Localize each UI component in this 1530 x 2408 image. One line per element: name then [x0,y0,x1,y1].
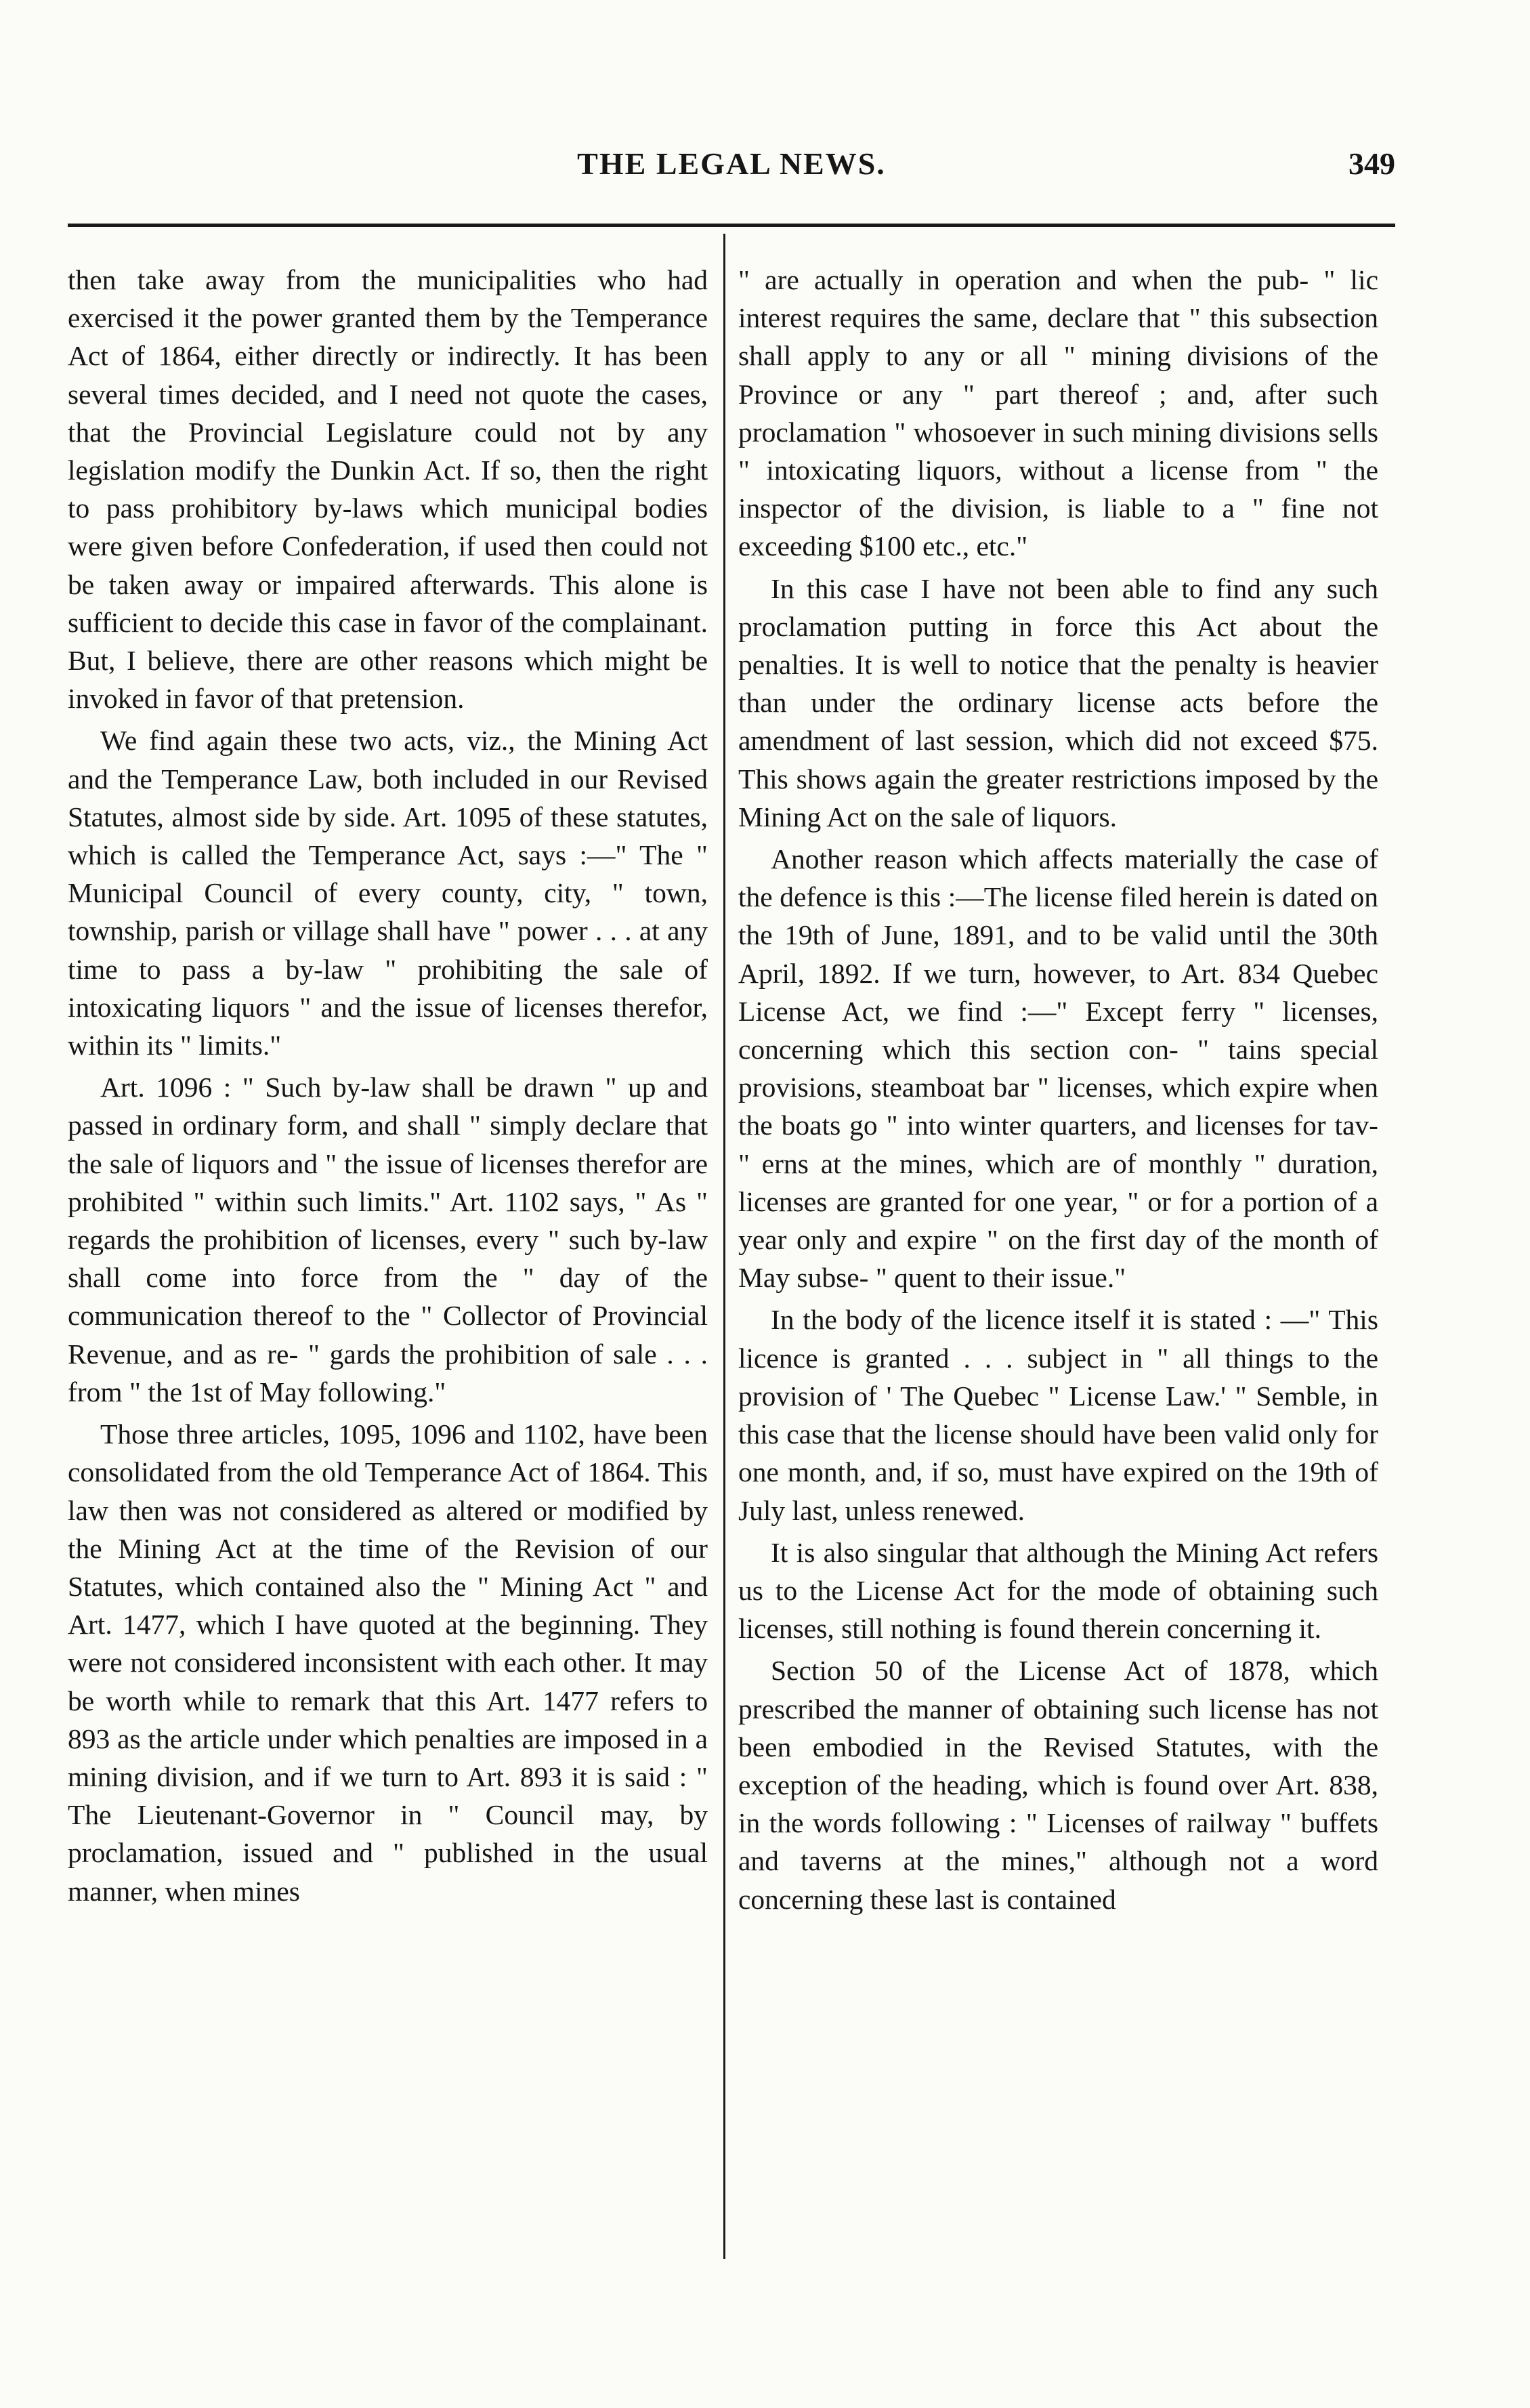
paragraph: Those three articles, 1095, 1096 and 1102, have been consolidated from the old Temperance Act of 1864. This law then was not considered as altered or modified by the Mining Act at the time of the Revision of our Statutes, which contained also the " Mining Act " and Art. 1477, which I have quoted at the beginning. They were not considered inconsistent with each other. It may be worth while to remark that this Art. 1477 refers to 893 as the article under which penalties are imposed in a mining division, and if we turn to Art. 893 it is said : " The Lieutenant-Governor in " Council may, by proclamation, issued and " published in the usual manner, when mines [68,1418,708,1907]
running-title: THE LEGAL NEWS. [577,146,886,181]
paragraph: then take away from the municipalities who had exercised it the power granted them by the Temperance Act of 1864, either directly or indirectly. It has been several times decided, and I need not quote the cases, that the Provincial Legislature could not by any legislation modify the Dunkin Act. If so, then the right to pass prohibitory by-laws which municipal bodies were given before Confederation, if used then could not be taken away or impaired afterwards. This alone is sufficient to decide this case in favor of the complainant. But, I believe, there are other reasons which might be invoked in favor of that pretension. [68,264,708,715]
paragraph: Art. 1096 : " Such by-law shall be drawn " up and passed in ordinary form, and shall " simply declare that the sale of liquors and " the issue of licenses therefor are prohibited " within such limits." Art. 1102 says, " As " regards the prohibition of licenses, every " such by-law shall come into force from the " day of the communication thereof to the " Collector of Provincial Revenue, and as re- " gards the prohibition of sale . . . from " the 1st of May following." [68,1072,708,1408]
paragraph: " are actually in operation and when the pub- " lic interest requires the same, declare that " this subsection shall apply to any or all " mining divisions of the Province or any " part thereof ; and, after such proclamation " whosoever in such mining divisions sells " intoxicating liquors, without a license from " the inspector of the division, is liable to a " fine not exceeding $100 etc., etc." [738,264,1378,562]
paragraph: We find again these two acts, viz., the Mining Act and the Temperance Law, both included in our Revised Statutes, almost side by side. Art. 1095 of these statutes, which is called the Temperance Act, says :—" The " Municipal Council of every county, city, " town, township, parish or village shall have " power . . . at any time to pass a by-law " prohibiting the sale of intoxicating liquors " and the issue of licenses therefor, within its " limits." [68,725,708,1061]
paragraph: It is also singular that although the Mining Act refers us to the License Act for the mode of obtaining such licenses, still nothing is found therein concerning it. [738,1536,1378,1645]
page-header [68,146,1395,207]
right-column [738,261,1378,1922]
header-rule [68,224,1395,227]
left-column [68,261,708,1914]
page-number: 349 [1348,146,1395,181]
paragraph: Another reason which affects materially the case of the defence is this :—The license filed herein is dated on the 19th of June, 1891, and to be valid until the 30th April, 1892. If we turn, however, to Art. 834 Quebec License Act, we find :—" Except ferry " licenses, concerning which this section con- " tains special provisions, steamboat bar " licenses, which expire when the boats go " into winter quarters, and licenses for tav- " erns at the mines, which are of monthly " duration, licenses are granted for one year, " or for a portion of a year only and expire " on the first day of the month of May subse- " quent to their issue." [738,843,1378,1294]
column-divider [723,234,725,2259]
paragraph: Section 50 of the License Act of 1878, which prescribed the manner of obtaining such license has not been embodied in the Revised Statutes, with the exception of the heading, which is found over Art. 838, in the words following : " Licenses of railway " buffets and taverns at the mines," although not a word concerning these last is contained [738,1655,1378,1915]
paragraph: In this case I have not been able to find any such proclamation putting in force this Act about the penalties. It is well to notice that the penalty is heavier than under the ordinary license acts before the amendment of last session, which did not exceed $75. This shows again the greater restrictions imposed by the Mining Act on the sale of liquors. [738,572,1378,832]
paragraph: In the body of the licence itself it is stated : —" This licence is granted . . . subject in " all things to the provision of ' The Quebec " License Law.' " Semble, in this case that the license should have been valid only for one month, and, if so, must have expired on the 19th of July last, unless renewed. [738,1304,1378,1526]
